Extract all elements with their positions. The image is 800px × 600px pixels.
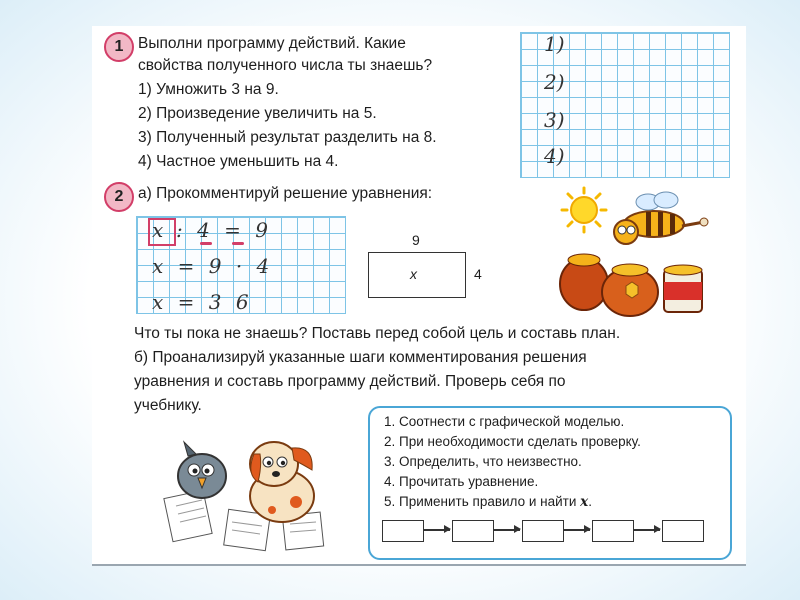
textbook-page <box>92 26 746 566</box>
part-b-line2: уравнения и составь программу действий. Проверь себя по <box>134 373 566 390</box>
grid-mark-4: 4) <box>544 144 565 168</box>
puppy-icon <box>250 442 314 522</box>
flow-box-4[interactable] <box>592 520 634 542</box>
part-b-line1: б) Проанализируй указанные шаги комментирования решения <box>134 349 587 366</box>
task-number-badge-2: 2 <box>104 182 134 212</box>
task1-step-3: 3) Полученный результат разделить на 8. <box>138 129 437 146</box>
flow-box-1[interactable] <box>382 520 424 542</box>
equation-3: x = 3 6 <box>152 290 253 314</box>
plan-steps-box <box>368 406 732 560</box>
bee-honey-illustration <box>554 186 714 320</box>
model-height-label: 4 <box>474 266 482 282</box>
quotient-underline <box>232 242 244 245</box>
plan-step-2: 2. При необходимости сделать проверку. <box>384 434 641 449</box>
task1-title-line2: свойства полученного числа ты знаешь? <box>138 57 433 74</box>
task2-part-a: а) Прокомментируй решение уравнения: <box>138 185 433 202</box>
equation-1-variable: x <box>152 218 168 242</box>
task1-step-4: 4) Частное уменьшить на 4. <box>138 153 339 170</box>
grid-mark-3: 3) <box>544 108 565 132</box>
bird-icon <box>178 442 226 498</box>
grid-mark-1: 1) <box>544 32 565 56</box>
task1-step-2: 2) Произведение увеличить на 5. <box>138 105 377 122</box>
plan-step-5: 5. Применить правило и найти x. <box>384 494 592 510</box>
plan-step-1: 1. Соотнести с графической моделью. <box>384 414 625 429</box>
graphic-model-rectangle <box>368 252 466 298</box>
plan-step-5-text: 5. Применить правило и найти <box>384 494 577 509</box>
task1-step-1: 1) Умножить 3 на 9. <box>138 81 279 98</box>
equation-2: x = 9 · 4 <box>152 254 274 278</box>
part-b-line3: учебнику. <box>134 397 202 414</box>
task-number-badge: 1 <box>104 32 134 62</box>
flow-box-5[interactable] <box>662 520 704 542</box>
plan-step-5-variable: x <box>580 494 589 510</box>
plan-step-3: 3. Определить, что неизвестно. <box>384 454 582 469</box>
flow-arrow-2 <box>494 529 520 531</box>
flow-box-2[interactable] <box>452 520 494 542</box>
model-unknown-label: x <box>410 266 417 282</box>
honey-pots-icon <box>560 254 702 316</box>
flow-arrow-3 <box>564 529 590 531</box>
flow-arrow-4 <box>634 529 660 531</box>
grid-mark-2: 2) <box>544 70 565 94</box>
bird-puppy-illustration <box>162 430 342 554</box>
bee-icon <box>614 192 708 244</box>
sun-icon <box>562 188 606 232</box>
divisor-underline <box>200 242 212 245</box>
question-text: Что ты пока не знаешь? Поставь перед собой цель и составь план. <box>134 325 621 342</box>
equation-1: : 4 = 9 <box>176 218 273 242</box>
flow-arrow-1 <box>424 529 450 531</box>
plan-step-4: 4. Прочитать уравнение. <box>384 474 539 489</box>
task1-title-line1: Выполни программу действий. Какие <box>138 35 406 52</box>
flow-box-3[interactable] <box>522 520 564 542</box>
model-width-label: 9 <box>412 232 420 248</box>
